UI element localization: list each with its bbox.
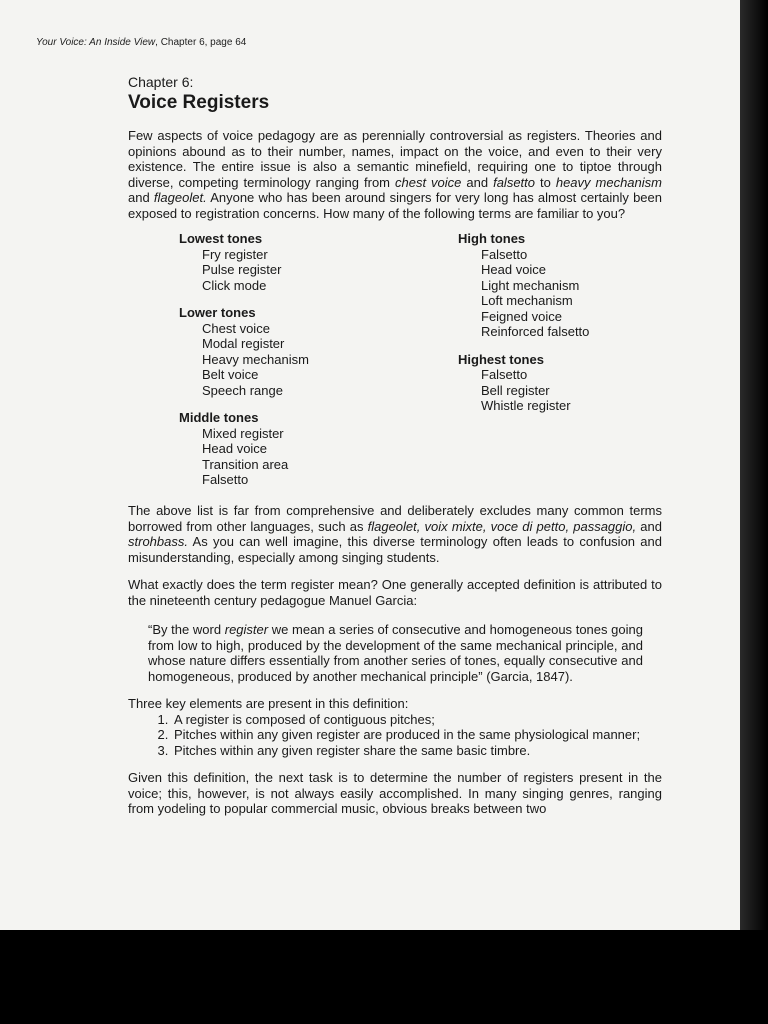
term-item: Click mode — [202, 277, 267, 293]
register-count-paragraph: Given this definition, the next task is to determine the number of registers present in the voice; this, however, is not always easily accomplished. In many singing genres, ranging from yodeling to popular commercial music, obvious breaks between two — [128, 770, 662, 816]
term-group-lowest — [179, 231, 309, 293]
term-item: Speech range — [202, 382, 283, 398]
term-group-heading: Lowest tones — [179, 231, 263, 246]
page-content — [128, 74, 662, 817]
term-item: Chest voice — [202, 320, 270, 336]
scan-bottom-border — [0, 930, 768, 1024]
term-group-heading: High tones — [458, 231, 526, 246]
term-item: Falsetto — [481, 246, 528, 262]
running-head — [36, 37, 246, 48]
term-item: Reinforced falsetto — [481, 324, 590, 339]
term-item: Mixed register — [202, 425, 284, 441]
terminology-paragraph: The above list is far from comprehensive and deliberately excludes many common terms borrowed from other languages, such as flageolet, voix mixte, voce di petto, passaggio, and strohbass. As you can well imagine, this diverse terminology often leads to confusion and misunderstanding, especially among singing students. — [128, 503, 662, 565]
list-item: 1. A register is composed of contiguous pitches; — [172, 712, 662, 728]
term-group-highest — [458, 352, 589, 414]
term-item: Belt voice — [202, 367, 259, 382]
term-item: Whistle register — [481, 398, 571, 413]
term-item: Bell register — [481, 382, 550, 398]
term-item: Feigned voice — [481, 308, 562, 324]
list-item: 3. Pitches within any given register share the same basic timbre. — [172, 743, 662, 759]
term-group-heading: Highest tones — [458, 351, 544, 367]
term-group-high — [458, 231, 589, 340]
term-item: Loft mechanism — [481, 293, 573, 308]
list-item: 2. Pitches within any given register are produced in the same physiological manner; — [172, 727, 662, 743]
key-elements-list — [128, 712, 662, 759]
terms-column-left — [179, 231, 309, 500]
running-head-location: , Chapter 6, page 64 — [155, 37, 247, 48]
scan-edge-shadow — [740, 0, 768, 930]
garcia-quote: “By the word register we mean a series of consecutive and homogeneous tones going from low to high, produced by the development of the same mechanical principle, and whose nature differs essentially from another series of tones, equally consecutive and homogeneous, produced by another mechanical principle” (Garcia, 1847). — [148, 622, 643, 684]
key-elements-intro: Three key elements are present in this definition: — [128, 696, 409, 711]
chapter-title: Voice Registers — [128, 92, 270, 113]
term-item: Pulse register — [202, 262, 282, 277]
term-item: Heavy mechanism — [202, 351, 309, 367]
definition-paragraph: What exactly does the term register mean? One generally accepted definition is attributed to the nineteenth century pedagogue Manuel Garcia: — [128, 577, 662, 608]
terms-column-right — [458, 231, 589, 426]
term-item: Head voice — [481, 262, 547, 277]
term-item: Fry register — [202, 246, 268, 262]
term-item: Head voice — [202, 441, 268, 456]
term-item: Falsetto — [481, 367, 528, 382]
term-group-lower — [179, 305, 309, 398]
term-item: Light mechanism — [481, 277, 580, 293]
intro-paragraph: Few aspects of voice pedagogy are as perennially controversial as registers. Theories and opinions abound as to their number, names, impact on the voice, and even to their very existence. The entire issue is also a semantic minefield, requiring one to tiptoe through diverse, competing terminology ranging from chest voice and falsetto to heavy mechanism and flageolet. Anyone who has been around singers for very long has almost certainly been exposed to registration concerns. How many of the following terms are familiar to you? — [128, 128, 662, 221]
term-group-heading: Lower tones — [179, 305, 256, 320]
register-terms-lists — [128, 231, 662, 503]
term-item: Falsetto — [202, 472, 249, 487]
term-item: Transition area — [202, 456, 289, 472]
term-group-heading: Middle tones — [179, 410, 259, 425]
chapter-label: Chapter 6: — [128, 74, 194, 90]
book-title: Your Voice: An Inside View — [36, 37, 156, 48]
term-group-middle — [179, 410, 309, 488]
term-item: Modal register — [202, 336, 285, 351]
